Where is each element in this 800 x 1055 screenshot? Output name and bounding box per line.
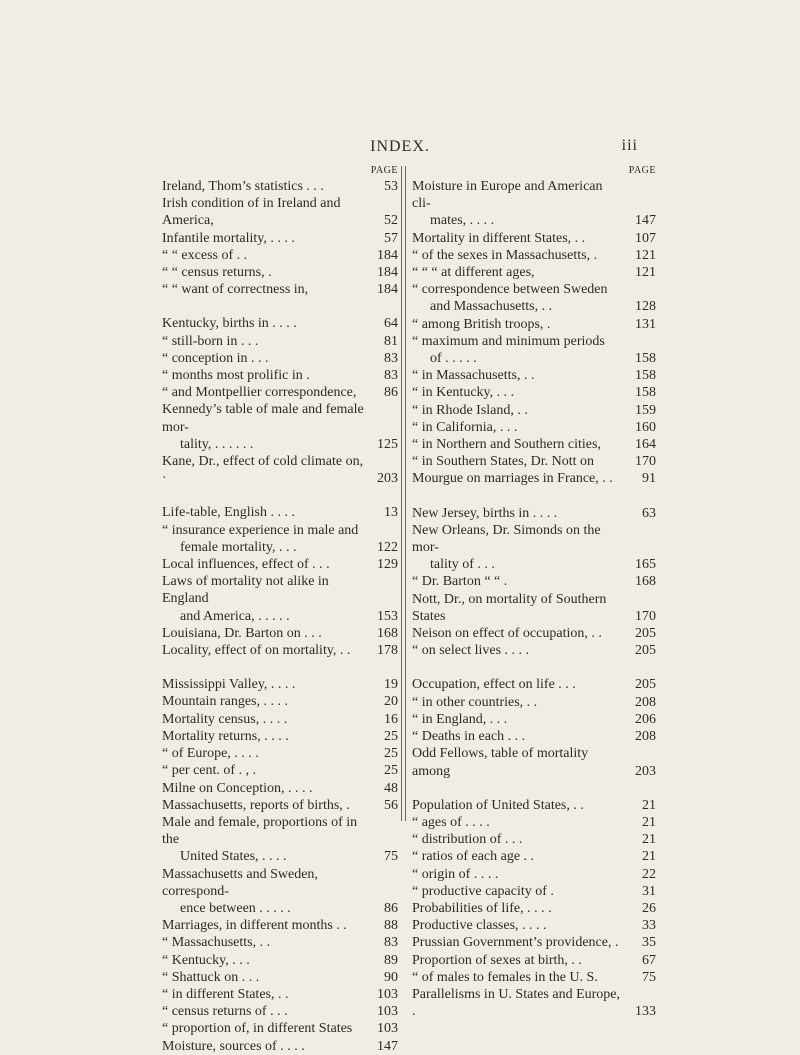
index-entry bbox=[162, 780, 398, 797]
entry-text: Odd Fellows, table of mortality among bbox=[412, 746, 589, 779]
entry-page-number: 203 bbox=[635, 763, 656, 779]
entry-page-number: 158 bbox=[635, 385, 656, 401]
index-entry bbox=[162, 281, 398, 298]
index-column-right bbox=[412, 164, 656, 1020]
index-entry bbox=[412, 402, 656, 419]
entry-continuation: and America, . . . . . bbox=[180, 608, 290, 624]
index-entry bbox=[412, 900, 656, 917]
entry-continuation: ence between . . . . . bbox=[180, 900, 291, 916]
entry-page-number: 122 bbox=[377, 539, 398, 555]
index-entry bbox=[412, 831, 656, 848]
entry-page-number: 21 bbox=[642, 797, 656, 813]
index-entry bbox=[162, 556, 398, 573]
index-entry bbox=[412, 814, 656, 831]
entry-page-number: 103 bbox=[377, 1021, 398, 1037]
entry-continuation: of . . . . . bbox=[430, 351, 477, 367]
entry-text: “ in Southern States, Dr. Nott on bbox=[412, 454, 594, 470]
index-entry bbox=[162, 504, 398, 521]
index-entry bbox=[412, 676, 656, 693]
entry-text: “ Shattuck on . . . bbox=[162, 969, 260, 985]
index-entry bbox=[412, 848, 656, 865]
entry-page-number: 53 bbox=[384, 179, 398, 194]
index-entry bbox=[162, 762, 398, 779]
index-entry bbox=[412, 333, 656, 367]
entry-page-number: 158 bbox=[635, 351, 656, 367]
entry-text: “ productive capacity of . bbox=[412, 883, 554, 899]
entry-page-number: 16 bbox=[384, 711, 398, 727]
entry-page-number: 57 bbox=[384, 230, 398, 246]
entry-page-number: 160 bbox=[635, 419, 656, 435]
entry-page-number: 158 bbox=[635, 368, 656, 384]
entry-text: Kane, Dr., effect of cold climate on, · bbox=[162, 454, 364, 487]
entry-text: Male and female, proportions of in the bbox=[162, 814, 358, 848]
entry-page-number: 121 bbox=[635, 265, 656, 281]
entry-page-number: 25 bbox=[384, 746, 398, 762]
entry-page-number: 170 bbox=[635, 454, 656, 470]
entry-page-number: 164 bbox=[635, 437, 656, 453]
entry-text: Probabilities of life, . . . . bbox=[412, 900, 552, 916]
entry-page-number: 88 bbox=[384, 918, 398, 934]
entry-text: “ Kentucky, . . . bbox=[162, 952, 250, 968]
entry-page-number: 168 bbox=[377, 625, 398, 641]
entry-page-number: 56 bbox=[384, 797, 398, 813]
index-entry bbox=[412, 573, 656, 590]
index-entry bbox=[412, 178, 656, 230]
entry-text: “ in California, . . . bbox=[412, 419, 518, 435]
running-title: INDEX. bbox=[370, 138, 430, 155]
entry-text: Parallelisms in U. States and Europe, . bbox=[412, 986, 621, 1020]
index-entry bbox=[412, 711, 656, 728]
index-entry bbox=[162, 1038, 398, 1055]
index-entry bbox=[162, 333, 398, 350]
entry-text: Marriages, in different months . . bbox=[162, 918, 347, 934]
entry-text: “ maximum and minimum periods bbox=[412, 333, 605, 349]
entry-text: “ in different States, . . bbox=[162, 986, 289, 1002]
entry-text: Locality, effect of on mortality, . . bbox=[162, 643, 351, 659]
entry-text: Life-table, English . . . . bbox=[162, 505, 295, 521]
entry-page-number: 153 bbox=[377, 608, 398, 624]
index-entry bbox=[412, 934, 656, 951]
entry-page-number: 33 bbox=[642, 918, 656, 934]
entry-text: “ months most prolific in . bbox=[162, 368, 310, 384]
entry-page-number: 208 bbox=[635, 694, 656, 710]
entry-text: Kennedy’s table of male and female mor- bbox=[162, 402, 364, 435]
index-entry bbox=[162, 711, 398, 728]
entry-page-number: 21 bbox=[642, 849, 656, 865]
entry-page-number: 86 bbox=[384, 900, 398, 916]
index-entry bbox=[162, 693, 398, 710]
page-column-heading: PAGE bbox=[370, 165, 398, 176]
entry-text: “ distribution of . . . bbox=[412, 832, 523, 848]
entry-page-number: 128 bbox=[635, 299, 656, 315]
entry-text: “ in Northern and Southern cities, bbox=[412, 437, 601, 453]
index-entry bbox=[412, 384, 656, 401]
entry-continuation: mates, . . . . bbox=[430, 213, 495, 229]
entry-text: Massachusetts, reports of births, . bbox=[162, 797, 350, 813]
entry-text: Mountain ranges, . . . . bbox=[162, 694, 288, 710]
entry-text: “ and Montpellier correspondence, bbox=[162, 385, 357, 401]
page-column-heading: PAGE bbox=[628, 165, 656, 176]
entry-text: “ insurance experience in male and bbox=[162, 522, 359, 538]
entry-page-number: 81 bbox=[384, 333, 398, 349]
column-divider bbox=[401, 166, 402, 821]
entry-page-number: 205 bbox=[635, 643, 656, 659]
entry-text: Moisture, sources of . . . . bbox=[162, 1038, 305, 1054]
entry-page-number: 83 bbox=[384, 935, 398, 951]
entry-text: “ “ census returns, . bbox=[162, 265, 272, 281]
entry-page-number: 86 bbox=[384, 385, 398, 401]
entry-page-number: 147 bbox=[377, 1038, 398, 1054]
index-entry bbox=[162, 367, 398, 384]
index-entry bbox=[412, 453, 656, 470]
page-header bbox=[0, 136, 800, 158]
entry-text: Mortality census, . . . . bbox=[162, 711, 288, 727]
index-entry bbox=[162, 745, 398, 762]
entry-continuation: tality of . . . bbox=[430, 557, 495, 573]
entry-text: “ “ excess of . . bbox=[162, 247, 248, 263]
entry-text: “ “ “ at different ages, bbox=[412, 265, 535, 281]
index-entry bbox=[162, 247, 398, 264]
entry-text: Laws of mortality not alike in England bbox=[162, 574, 329, 607]
entry-text: Prussian Government’s providence, . bbox=[412, 935, 619, 951]
entry-page-number: 205 bbox=[635, 677, 656, 693]
entry-text: “ of males to females in the U. S. bbox=[412, 969, 598, 985]
entry-text: “ Dr. Barton “ “ . bbox=[412, 574, 508, 590]
index-entry bbox=[412, 986, 656, 1020]
index-entry bbox=[162, 728, 398, 745]
index-entry bbox=[162, 814, 398, 866]
entry-text: “ “ want of correctness in, bbox=[162, 282, 309, 298]
entry-text: “ conception in . . . bbox=[162, 350, 269, 366]
entry-text: Neison on effect of occupation, . . bbox=[412, 626, 602, 642]
entry-text: “ in Massachusetts, . . bbox=[412, 368, 535, 384]
index-entry bbox=[162, 797, 398, 814]
index-entry bbox=[412, 419, 656, 436]
entry-text: Massachusetts and Sweden, correspond- bbox=[162, 866, 318, 899]
entry-page-number: 67 bbox=[642, 952, 656, 968]
entry-text: “ of Europe, . . . . bbox=[162, 746, 259, 762]
entry-text: Mortality in different States, . . bbox=[412, 230, 586, 246]
index-entry bbox=[162, 264, 398, 281]
entry-page-number: 206 bbox=[635, 711, 656, 727]
entry-text: New Orleans, Dr. Simonds on the mor- bbox=[412, 522, 601, 556]
entry-text: Population of United States, . . bbox=[412, 797, 584, 813]
entry-page-number: 20 bbox=[384, 694, 398, 710]
index-entry bbox=[412, 625, 656, 642]
entry-page-number: 205 bbox=[635, 626, 656, 642]
index-entry bbox=[162, 917, 398, 934]
entry-page-number: 147 bbox=[635, 213, 656, 229]
entry-page-number: 19 bbox=[384, 677, 398, 693]
index-entry bbox=[162, 573, 398, 625]
entry-page-number: 25 bbox=[384, 763, 398, 779]
entry-page-number: 178 bbox=[377, 643, 398, 659]
entry-text: Local influences, effect of . . . bbox=[162, 557, 330, 573]
entry-page-number: 133 bbox=[635, 1004, 656, 1020]
entry-page-number: 107 bbox=[635, 230, 656, 246]
entry-text: New Jersey, births in . . . . bbox=[412, 505, 558, 521]
entry-text: Kentucky, births in . . . . bbox=[162, 316, 297, 332]
entry-page-number: 13 bbox=[384, 505, 398, 521]
entry-page-number: 35 bbox=[642, 935, 656, 951]
index-entry bbox=[162, 195, 398, 229]
entry-text: Mourgue on marriages in France, . . bbox=[412, 471, 613, 487]
index-entry bbox=[412, 952, 656, 969]
entry-page-number: 21 bbox=[642, 832, 656, 848]
entry-text: Occupation, effect on life . . . bbox=[412, 677, 576, 693]
index-entry bbox=[412, 745, 656, 779]
entry-text: “ among British troops, . bbox=[412, 316, 551, 332]
entry-text: “ ages of . . . . bbox=[412, 814, 490, 830]
entry-page-number: 103 bbox=[377, 986, 398, 1002]
index-entry bbox=[162, 1003, 398, 1020]
entry-page-number: 90 bbox=[384, 969, 398, 985]
entry-text: “ in England, . . . bbox=[412, 711, 508, 727]
index-entry bbox=[412, 728, 656, 745]
index-entry bbox=[162, 384, 398, 401]
index-entry bbox=[412, 281, 656, 315]
entry-text: “ ratios of each age . . bbox=[412, 849, 535, 865]
entry-page-number: 131 bbox=[635, 316, 656, 332]
entry-text: “ proportion of, in different States bbox=[162, 1021, 353, 1037]
index-entry bbox=[412, 866, 656, 883]
index-entry bbox=[162, 969, 398, 986]
entry-text: “ correspondence between Sweden bbox=[412, 282, 608, 298]
entry-page-number: 168 bbox=[635, 574, 656, 590]
entry-continuation: female mortality, . . . bbox=[180, 539, 297, 555]
entry-text: Nott, Dr., on mortality of Southern States bbox=[412, 591, 607, 624]
entry-text: “ Deaths in each . . . bbox=[412, 729, 526, 745]
entry-page-number: 75 bbox=[642, 969, 656, 985]
index-entry bbox=[162, 866, 398, 918]
index-entry bbox=[162, 625, 398, 642]
entry-page-number: 63 bbox=[642, 505, 656, 521]
index-entry bbox=[412, 367, 656, 384]
index-entry bbox=[162, 522, 398, 556]
entry-text: Irish condition of in Ireland and America, bbox=[162, 196, 341, 229]
entry-page-number: 184 bbox=[377, 282, 398, 298]
entry-continuation: and Massachusetts, . . bbox=[430, 299, 553, 315]
entry-text: Productive classes, . . . . bbox=[412, 918, 547, 934]
index-entry bbox=[412, 694, 656, 711]
entry-page-number: 22 bbox=[642, 866, 656, 882]
index-entry bbox=[162, 1020, 398, 1037]
index-entry bbox=[412, 917, 656, 934]
index-entry bbox=[162, 401, 398, 453]
index-entry bbox=[412, 436, 656, 453]
entry-text: “ per cent. of . , . bbox=[162, 763, 257, 779]
entry-page-number: 184 bbox=[377, 247, 398, 263]
entry-text: Ireland, Thom’s statistics . . . bbox=[162, 179, 324, 194]
entry-text: “ Massachusetts, . . bbox=[162, 935, 271, 951]
entry-text: “ in other countries, . . bbox=[412, 694, 538, 710]
entry-page-number: 121 bbox=[635, 247, 656, 263]
entry-page-number: 75 bbox=[384, 849, 398, 865]
entry-text: Milne on Conception, . . . . bbox=[162, 780, 313, 796]
index-entry bbox=[412, 247, 656, 264]
entry-text: Mississippi Valley, . . . . bbox=[162, 677, 296, 693]
entry-text: Louisiana, Dr. Barton on . . . bbox=[162, 625, 322, 641]
index-entry bbox=[412, 522, 656, 574]
entry-text: Infantile mortality, . . . . bbox=[162, 230, 295, 246]
entry-page-number: 25 bbox=[384, 728, 398, 744]
entry-page-number: 159 bbox=[635, 402, 656, 418]
index-entry bbox=[412, 969, 656, 986]
entry-page-number: 208 bbox=[635, 729, 656, 745]
index-entry bbox=[162, 952, 398, 969]
entry-text: “ origin of . . . . bbox=[412, 866, 499, 882]
page-number: iii bbox=[621, 137, 638, 154]
index-entry bbox=[162, 676, 398, 693]
entry-page-number: 165 bbox=[635, 557, 656, 573]
index-entry bbox=[162, 350, 398, 367]
index-entry bbox=[162, 230, 398, 247]
index-entry bbox=[412, 230, 656, 247]
index-entry bbox=[412, 316, 656, 333]
entry-text: “ still-born in . . . bbox=[162, 333, 259, 349]
entry-page-number: 52 bbox=[384, 213, 398, 229]
index-entry bbox=[412, 797, 656, 814]
entry-page-number: 64 bbox=[384, 316, 398, 332]
entry-continuation: United States, . . . . bbox=[180, 849, 287, 865]
index-entry bbox=[412, 505, 656, 522]
entry-page-number: 89 bbox=[384, 952, 398, 968]
entry-text: “ census returns of . . . bbox=[162, 1004, 288, 1020]
entry-page-number: 48 bbox=[384, 780, 398, 796]
index-entry bbox=[412, 883, 656, 900]
entry-page-number: 31 bbox=[642, 883, 656, 899]
entry-page-number: 83 bbox=[384, 368, 398, 384]
index-entry bbox=[412, 642, 656, 659]
index-entry bbox=[162, 453, 398, 487]
index-entry bbox=[162, 315, 398, 332]
index-entry bbox=[412, 264, 656, 281]
entry-page-number: 83 bbox=[384, 350, 398, 366]
entry-continuation: tality, . . . . . . bbox=[180, 436, 254, 452]
entry-page-number: 26 bbox=[642, 900, 656, 916]
index-entry bbox=[412, 470, 656, 487]
entry-text: “ in Rhode Island, . . bbox=[412, 402, 528, 418]
entry-text: “ in Kentucky, . . . bbox=[412, 385, 515, 401]
index-entry bbox=[162, 178, 398, 195]
entry-text: “ of the sexes in Massachusetts, . bbox=[412, 247, 598, 263]
entry-text: Proportion of sexes at birth, . . bbox=[412, 952, 582, 968]
index-entry bbox=[162, 642, 398, 659]
index-entry bbox=[162, 986, 398, 1003]
entry-page-number: 91 bbox=[642, 471, 656, 487]
index-entry bbox=[412, 591, 656, 625]
entry-text: Moisture in Europe and American cli- bbox=[412, 179, 603, 212]
index-column-left bbox=[162, 164, 398, 1055]
entry-page-number: 170 bbox=[635, 608, 656, 624]
column-divider bbox=[405, 166, 406, 821]
entry-text: Mortality returns, . . . . bbox=[162, 728, 289, 744]
entry-text: “ on select lives . . . . bbox=[412, 643, 530, 659]
entry-page-number: 125 bbox=[377, 436, 398, 452]
index-entry bbox=[162, 934, 398, 951]
entry-page-number: 184 bbox=[377, 265, 398, 281]
entry-page-number: 129 bbox=[377, 557, 398, 573]
entry-page-number: 21 bbox=[642, 814, 656, 830]
entry-page-number: 103 bbox=[377, 1004, 398, 1020]
entry-page-number: 203 bbox=[377, 471, 398, 487]
